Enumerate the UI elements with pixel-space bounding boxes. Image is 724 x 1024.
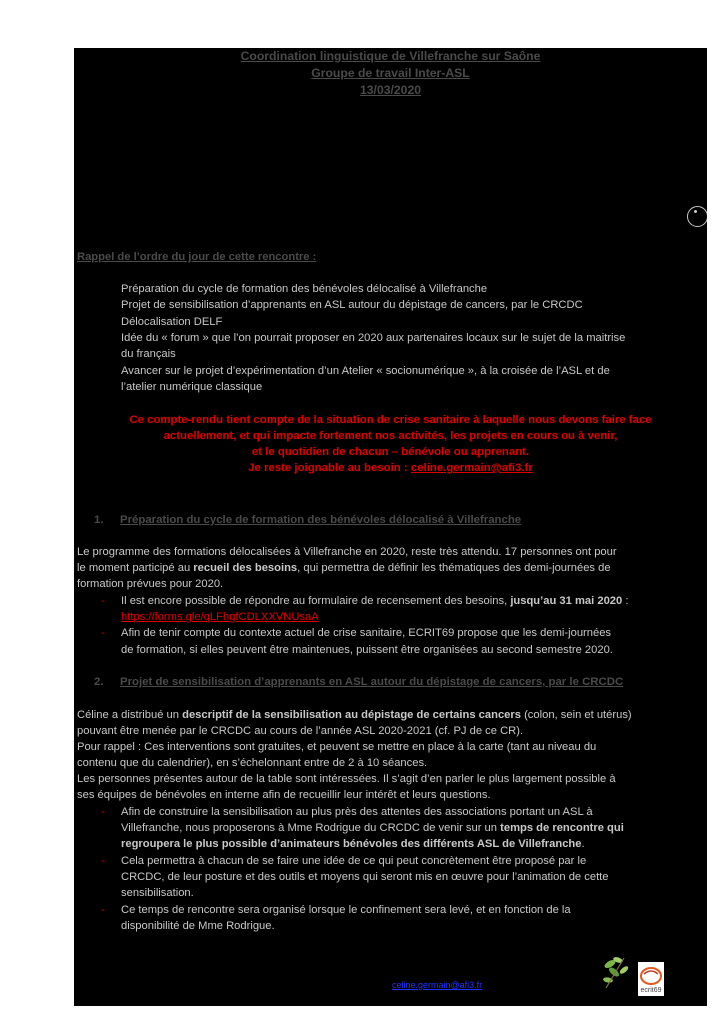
header-date: 13/03/2020 [360, 83, 421, 97]
agenda-item: Idée du « forum » que l’on pourrait proposer en 2020 aux partenaires locaux sur le sujet de la maitrise [121, 332, 626, 344]
section-2-title: Projet de sensibilisation d’apprenants en ASL autour du dépistage de cancers, par le CRCDC [120, 676, 624, 688]
paragraph-line: formation prévues pour 2020. [77, 578, 224, 590]
paragraph-line: contenu que du calendrier), en s’échelonnant entre de 2 à 10 séances. [77, 757, 428, 769]
agenda-item: du français [121, 348, 176, 360]
ecrit69-logo [600, 954, 664, 998]
footer-email-link[interactable]: celine.germain@afi3.fr [392, 980, 483, 990]
agenda-item: Avancer sur le projet d’expérimentation d’un Atelier « socionumérique », à la croisée de l’ASL et de [121, 365, 610, 377]
circle-marker-icon [687, 206, 707, 227]
bullet-line: Il est encore possible de répondre au formulaire de recensement des besoins, jusqu’au 31 mai 2020 : [121, 595, 629, 607]
notice-contact-label: Je reste joignable au besoin : [248, 462, 411, 474]
header-title: Coordination linguistique de Villefranche sur Saône [240, 49, 541, 63]
paragraph-line: Céline a distribué un descriptif de la sensibilisation au dépistage de certains cancers (colon, sein et utérus) [77, 709, 632, 721]
bullet-dash: - [101, 627, 105, 639]
paragraph-line: ses équipes de bénévoles en interne afin de recueillir leur intérêt et leurs questions. [77, 789, 491, 801]
bullet-dash: - [101, 595, 105, 607]
document-header [74, 48, 707, 99]
notice-line: et le quotidien de chacun – bénévole ou apprenant. [251, 446, 530, 458]
form-link[interactable]: https://forms.gle/qLFhgfCDLXXVNUsaA [121, 611, 319, 623]
paragraph-line: pouvant être menée par le CRCDC au cours de l’année ASL 2020-2021 (cf. PJ de ce CR). [77, 725, 524, 737]
bullet-line: Afin de construire la sensibilisation au plus près des attentes des associations portant un ASL à [121, 806, 593, 818]
agenda-item: Délocalisation DELF [121, 316, 223, 328]
bullet-dash: - [101, 904, 105, 916]
section-1-heading [94, 512, 521, 528]
bullet-line: Ce temps de rencontre sera organisé lorsque le confinement sera levé, et en fonction de la [121, 904, 571, 916]
agenda-item: l’atelier numérique classique [121, 381, 263, 393]
bullet-line: disponibilité de Mme Rodrigue. [121, 920, 275, 932]
svg-text:ecrit69: ecrit69 [640, 987, 662, 994]
notice-contact [74, 461, 707, 477]
bold-text: recueil des besoins [193, 562, 298, 574]
section-1-number: 1. [94, 514, 104, 526]
bullet-line: de formation, si elles peuvent être maintenues, puissent être organisées au second semestre 2020. [121, 644, 613, 656]
bold-text: temps de rencontre qui [500, 822, 624, 834]
leaf-logo-icon [603, 956, 630, 988]
notice-email-link[interactable]: celine.germain@afi3.fr [410, 462, 533, 474]
agenda-item: Projet de sensibilisation d’apprenants en ASL autour du dépistage de cancers, par le CRCDC [121, 299, 583, 311]
notice-line: actuellement, et qui impacte fortement nos activités, les projets en cours ou à venir, [163, 430, 618, 442]
agenda-heading: Rappel de l’ordre du jour de cette rencontre : [77, 251, 317, 263]
section-2-heading [94, 674, 623, 690]
paragraph-line: Les personnes présentes autour de la table sont intéressées. Il s’agit d’en parler le plus largement possible à [77, 773, 616, 785]
bold-text: descriptif de la sensibilisation au dépistage de certains cancers [182, 709, 521, 721]
paragraph-line: Le programme des formations délocalisées à Villefranche en 2020, reste très attendu. 17 personnes ont pour [77, 546, 617, 558]
bullet-line: Villefranche, nous proposerons à Mme Rodrigue du CRCDC de venir sur un temps de rencontre qui [121, 822, 624, 834]
bullet-line: CRCDC, de leur posture et des outils et moyens qui seront mis en œuvre pour l’animation de cette [121, 871, 609, 883]
bullet-line: Afin de tenir compte du contexte actuel de crise sanitaire, ECRIT69 propose que les demi-journées [121, 627, 612, 639]
bullet-line: Cela permettra à chacun de se faire une idée de ce qui peut concrètement être proposé par le [121, 855, 587, 867]
bold-text: jusqu’au 31 mai 2020 [510, 595, 623, 607]
paragraph-line: Pour rappel : Ces interventions sont gratuites, et peuvent se mettre en place à la carte (tant au niveau du [77, 741, 597, 753]
paragraph-line: le moment participé au recueil des besoins, qui permettra de définir les thématiques des demi-journées de [77, 562, 611, 574]
bullet-dash: - [101, 806, 105, 818]
header-subtitle: Groupe de travail Inter-ASL [311, 66, 470, 80]
bullet-line: regroupera le plus possible d’animateurs bénévoles des différents ASL de Villefranche. [121, 838, 585, 850]
bold-text: regroupera le plus possible d’animateurs bénévoles des différents ASL de Villefranche [121, 838, 582, 850]
section-2-number: 2. [94, 676, 104, 688]
bullet-line: sensibilisation. [121, 887, 194, 899]
bullet-dash: - [101, 855, 105, 867]
bullet-line [121, 609, 319, 625]
notice-line: Ce compte-rendu tient compte de la situation de crise sanitaire à laquelle nous devons faire face [129, 414, 652, 426]
document-page [74, 48, 707, 1006]
section-1-title: Préparation du cycle de formation des bénévoles délocalisé à Villefranche [120, 514, 522, 526]
agenda-item: Préparation du cycle de formation des bénévoles délocalisé à Villefranche [121, 283, 488, 295]
